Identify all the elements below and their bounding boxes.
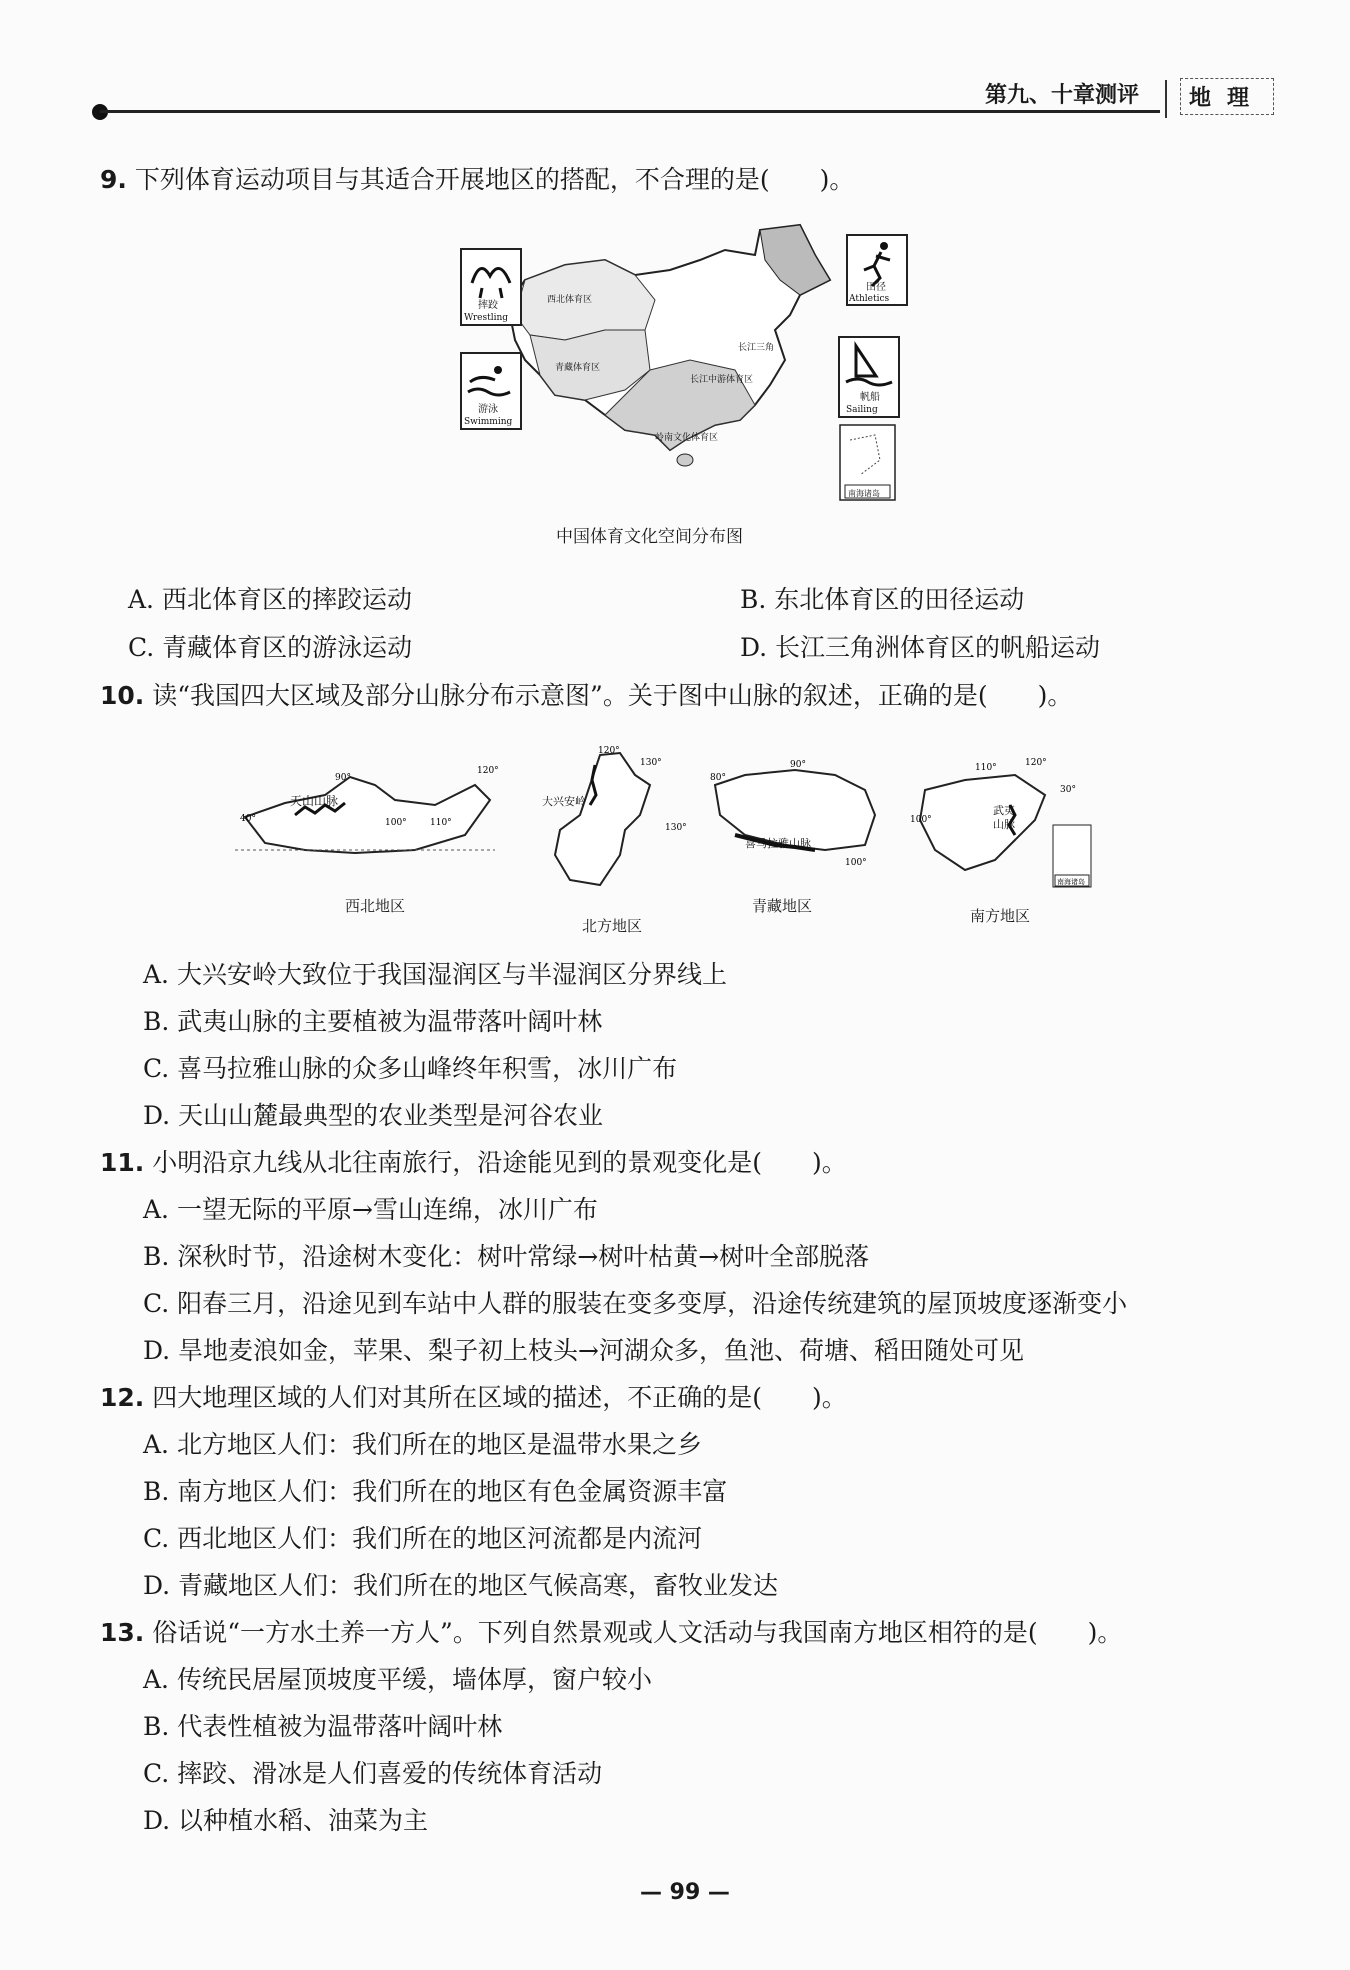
south-region-map (905, 750, 1095, 900)
option-c: C. 摔跤、滑冰是人们喜爱的传统体育活动 (143, 1759, 603, 1788)
svg-text:Wrestling: Wrestling (464, 313, 509, 323)
question-number: 13. (100, 1618, 145, 1647)
question-9 (100, 160, 854, 196)
option-b: B. 代表性植被为温带落叶阔叶林 (143, 1712, 503, 1741)
wrestling-icon (460, 248, 522, 326)
svg-text:田径: 田径 (866, 282, 886, 293)
svg-text:120°: 120° (598, 746, 620, 756)
svg-text:120°: 120° (1025, 758, 1047, 768)
header-separator (1165, 80, 1167, 118)
qingzang-region-map (705, 755, 890, 880)
svg-text:100°: 100° (910, 815, 932, 825)
svg-text:天山山脉: 天山山脉 (290, 794, 339, 808)
question-13 (100, 1613, 1122, 1649)
map-caption: 青藏地区 (752, 897, 813, 915)
option-b: B. 东北体育区的田径运动 (740, 585, 1025, 614)
question-text: 读“我国四大区域及部分山脉分布示意图”。关于图中山脉的叙述，正确的是( )。 (152, 681, 1073, 710)
northwest-region-map (235, 755, 505, 870)
question-12 (100, 1378, 847, 1414)
option-d: D. 长江三角洲体育区的帆船运动 (740, 633, 1101, 662)
question-number: 12. (100, 1383, 145, 1412)
svg-text:青藏体育区: 青藏体育区 (555, 363, 601, 373)
option-b: B. 南方地区人们：我们所在的地区有色金属资源丰富 (143, 1477, 728, 1506)
option-a: A. 大兴安岭大致位于我国湿润区与半湿润区分界线上 (143, 960, 727, 989)
north-region-map (540, 745, 690, 895)
question-number: 9. (100, 165, 127, 194)
svg-text:90°: 90° (790, 760, 806, 770)
svg-text:30°: 30° (1060, 785, 1076, 795)
svg-text:长江三角: 长江三角 (738, 343, 775, 353)
svg-text:Athletics: Athletics (849, 294, 890, 304)
option-d: D. 以种植水稻、油菜为主 (143, 1806, 429, 1835)
map-caption: 北方地区 (582, 917, 643, 935)
svg-text:40°: 40° (240, 814, 256, 824)
map-caption: 南方地区 (970, 907, 1031, 925)
question-number: 10. (100, 681, 145, 710)
svg-text:100°: 100° (845, 858, 867, 868)
option-c: C. 喜马拉雅山脉的众多山峰终年积雪，冰川广布 (143, 1054, 678, 1083)
figure-caption: 中国体育文化空间分布图 (556, 527, 743, 547)
option-b: B. 深秋时节，沿途树木变化：树叶常绿→树叶枯黄→树叶全部脱落 (143, 1242, 870, 1271)
option-c: C. 阳春三月，沿途见到车站中人群的服装在变多变厚，沿途传统建筑的屋顶坡度逐渐变小 (143, 1289, 1128, 1318)
svg-text:南海诸岛: 南海诸岛 (848, 489, 880, 498)
subject-label: 地理 (1180, 78, 1274, 115)
svg-text:120°: 120° (477, 766, 499, 776)
question-10 (100, 676, 1072, 712)
chapter-title: 第九、十章测评 (985, 83, 1140, 108)
option-a: A. 西北体育区的摔跤运动 (128, 585, 412, 614)
svg-text:Swimming: Swimming (464, 417, 513, 427)
map-caption: 西北地区 (345, 897, 406, 915)
option-d: D. 青藏地区人们：我们所在的地区气候高寒，畜牧业发达 (143, 1571, 779, 1600)
question-text: 四大地理区域的人们对其所在区域的描述，不正确的是( )。 (152, 1383, 847, 1412)
question-11 (100, 1143, 847, 1179)
svg-text:西北体育区: 西北体育区 (547, 295, 593, 305)
svg-text:山脉: 山脉 (993, 818, 1015, 831)
question-text: 下列体育运动项目与其适合开展地区的搭配，不合理的是( )。 (134, 165, 855, 194)
svg-text:长江中游体育区: 长江中游体育区 (690, 375, 754, 385)
svg-text:大兴安岭: 大兴安岭 (542, 795, 586, 808)
svg-text:90°: 90° (335, 773, 351, 783)
page-number: — 99 — (640, 1880, 730, 1905)
swimming-icon (460, 352, 522, 430)
svg-text:110°: 110° (975, 763, 997, 773)
svg-text:武夷: 武夷 (993, 804, 1015, 817)
athletics-icon (846, 234, 908, 306)
svg-text:喜马拉雅山脉: 喜马拉雅山脉 (745, 837, 811, 850)
svg-text:摔跤: 摔跤 (478, 300, 498, 311)
svg-text:Sailing: Sailing (846, 405, 878, 415)
svg-text:帆船: 帆船 (860, 392, 880, 403)
option-d: D. 旱地麦浪如金，苹果、梨子初上枝头→河湖众多，鱼池、荷塘、稻田随处可见 (143, 1336, 1024, 1365)
svg-text:岭南文化体育区: 岭南文化体育区 (655, 433, 719, 443)
question-text: 小明沿京九线从北往南旅行，沿途能见到的景观变化是( )。 (152, 1148, 847, 1177)
svg-text:100°: 100° (385, 818, 407, 828)
sailing-icon (838, 336, 900, 418)
option-b: B. 武夷山脉的主要植被为温带落叶阔叶林 (143, 1007, 603, 1036)
svg-text:110°: 110° (430, 818, 452, 828)
svg-text:游泳: 游泳 (478, 404, 498, 415)
svg-text:130°: 130° (640, 758, 662, 768)
option-a: A. 北方地区人们：我们所在的地区是温带水果之乡 (143, 1430, 702, 1459)
svg-text:南海诸岛: 南海诸岛 (1057, 878, 1085, 886)
option-a: A. 一望无际的平原→雪山连绵，冰川广布 (143, 1195, 598, 1224)
question-text: 俗话说“一方水土养一方人”。下列自然景观或人文活动与我国南方地区相符的是( )。 (152, 1618, 1123, 1647)
header-rule (100, 110, 1160, 113)
svg-text:130°: 130° (665, 823, 687, 833)
option-d: D. 天山山麓最典型的农业类型是河谷农业 (143, 1101, 604, 1130)
option-c: C. 西北地区人们：我们所在的地区河流都是内流河 (143, 1524, 703, 1553)
question-number: 11. (100, 1148, 145, 1177)
svg-text:80°: 80° (710, 773, 726, 783)
option-a: A. 传统民居屋顶坡度平缓，墙体厚，窗户较小 (143, 1665, 652, 1694)
option-c: C. 青藏体育区的游泳运动 (128, 633, 413, 662)
